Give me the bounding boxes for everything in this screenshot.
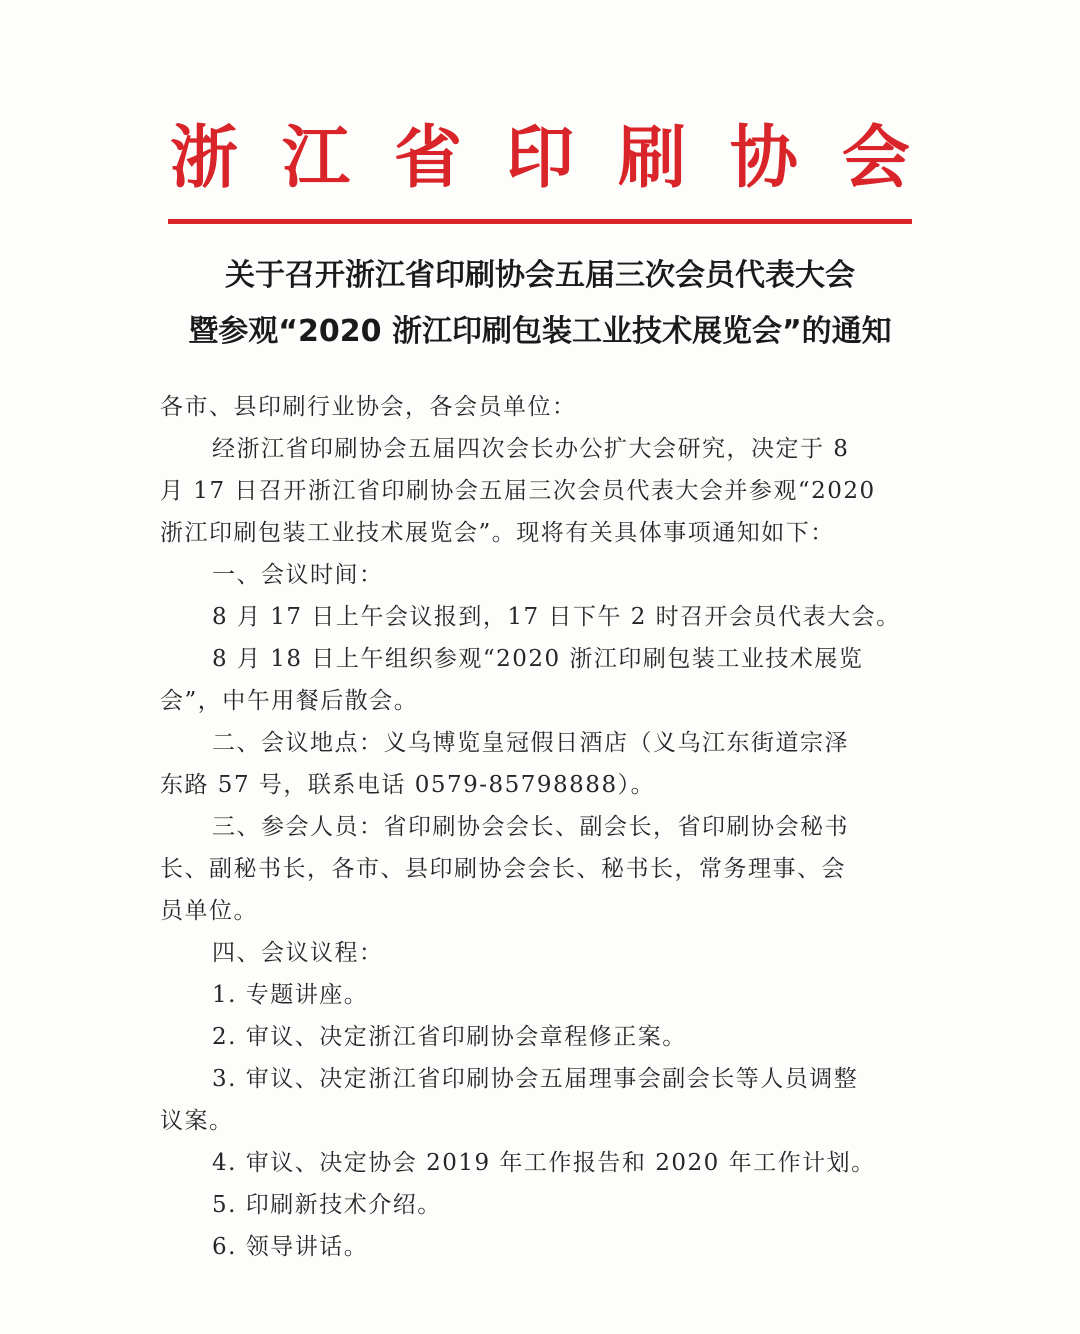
agenda-item-3-line-1: 3. 审议、决定浙江省印刷协会五届理事会副会长等人员调整: [212, 1066, 859, 1092]
agenda-item-2: 2. 审议、决定浙江省印刷协会章程修正案。: [212, 1024, 687, 1050]
letterhead-char: 协: [729, 118, 798, 198]
intro-line-2: 月 17 日召开浙江省印刷协会五届三次会员代表大会并参观“2020: [160, 478, 876, 504]
letterhead-divider: [168, 219, 912, 224]
time-detail-2-line-1: 8 月 18 日上午组织参观“2020 浙江印刷包装工业技术展览: [212, 646, 864, 672]
section-heading-time: 一、会议时间：: [212, 562, 384, 588]
letterhead-char: 会: [841, 118, 910, 198]
attendees-line-1: 三、参会人员：省印刷协会会长、副会长，省印刷协会秘书: [212, 814, 849, 840]
attendees-line-2: 长、副秘书长，各市、县印刷协会会长、秘书长，常务理事、会: [160, 856, 846, 882]
letterhead-char: 刷: [617, 118, 686, 198]
agenda-item-5: 5. 印刷新技术介绍。: [212, 1192, 442, 1218]
agenda-item-3-line-2: 议案。: [160, 1108, 234, 1134]
notice-title-line-1: 关于召开浙江省印刷协会五届三次会员代表大会: [225, 258, 855, 293]
salutation: 各市、县印刷行业协会，各会员单位：: [160, 394, 577, 420]
place-line-2: 东路 57 号，联系电话 0579-85798888）。: [160, 772, 656, 798]
time-detail-1: 8 月 17 日上午会议报到，17 日下午 2 时召开会员代表大会。: [212, 604, 901, 630]
attendees-line-3: 员单位。: [160, 898, 258, 924]
agenda-item-4: 4. 审议、决定协会 2019 年工作报告和 2020 年工作计划。: [212, 1150, 876, 1176]
intro-line-3: 浙江印刷包装工业技术展览会”。现将有关具体事项通知如下：: [160, 520, 835, 546]
letterhead-char: 印: [505, 118, 574, 198]
agenda-item-6: 6. 领导讲话。: [212, 1234, 369, 1260]
letterhead-char: 省: [393, 118, 462, 198]
letterhead-char: 江: [281, 118, 350, 198]
time-detail-2-line-2: 会”，中午用餐后散会。: [160, 688, 419, 714]
notice-title-line-2: 暨参观“2020 浙江印刷包装工业技术展览会”的通知: [188, 314, 892, 349]
section-heading-agenda: 四、会议议程：: [212, 940, 384, 966]
org-letterhead: [170, 112, 910, 204]
place-line-1: 二、会议地点：义乌博览皇冠假日酒店（义乌江东街道宗泽: [212, 730, 849, 756]
agenda-item-1: 1. 专题讲座。: [212, 982, 369, 1008]
intro-line-1: 经浙江省印刷协会五届四次会长办公扩大会研究，决定于 8: [212, 436, 850, 462]
letterhead-char: 浙: [170, 118, 239, 198]
